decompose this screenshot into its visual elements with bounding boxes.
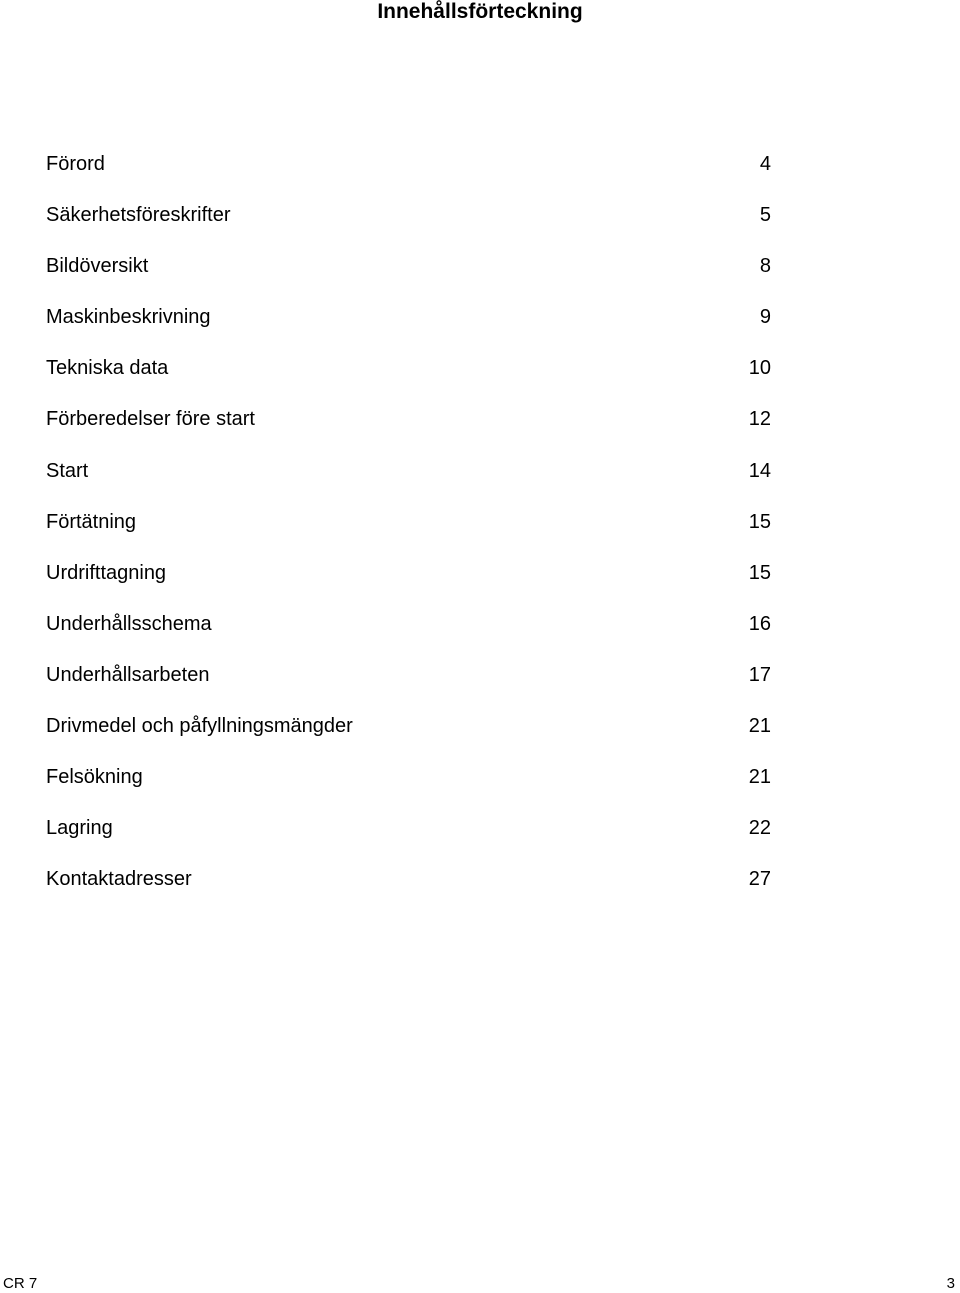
toc-entry-page: 9 [759, 306, 771, 329]
toc-entry-label: Felsökning [46, 766, 143, 789]
toc-entry-page: 15 [748, 561, 771, 584]
toc-entry-page: 5 [759, 204, 771, 227]
toc-entry-label: Drivmedel och påfyllningsmängder [46, 715, 353, 738]
toc-entry [46, 304, 771, 355]
toc-entry-label: Start [46, 459, 89, 482]
toc-entry-page: 21 [748, 715, 771, 738]
toc-entry [46, 662, 771, 713]
toc-entry-page: 21 [748, 766, 771, 789]
footer-page-number: 3 [946, 1275, 955, 1292]
toc-entry [46, 253, 771, 304]
toc-entry-page: 8 [759, 255, 771, 278]
toc-entry [46, 458, 771, 509]
toc-entry-page: 16 [748, 612, 771, 635]
toc-entry-label: Tekniska data [46, 357, 169, 380]
toc-entry-page: 27 [748, 868, 771, 891]
toc-entry-page: 17 [748, 663, 771, 686]
toc-entry [46, 866, 771, 917]
toc-entry-label: Säkerhetsföreskrifter [46, 204, 231, 227]
toc-entry [46, 151, 771, 202]
page-title: Innehållsförteckning [377, 0, 583, 23]
toc-entry-page: 12 [748, 408, 771, 431]
toc-entry-label: Förord [46, 153, 105, 175]
toc-entry [46, 406, 771, 457]
toc-entry [46, 355, 771, 406]
toc-entry-label: Maskinbeskrivning [46, 306, 211, 329]
toc-entry-page: 4 [759, 153, 771, 175]
toc-entry-page: 10 [748, 357, 771, 380]
toc-entry [46, 764, 771, 815]
table-of-contents [46, 151, 771, 917]
toc-entry-page: 14 [748, 459, 771, 482]
toc-entry-label: Lagring [46, 817, 113, 840]
toc-entry-label: Förberedelser före start [46, 408, 255, 431]
toc-entry [46, 202, 771, 253]
toc-entry [46, 509, 771, 560]
toc-entry-label: Förtätning [46, 510, 137, 533]
toc-entry-label: Kontaktadresser [46, 868, 192, 891]
toc-entry-page: 15 [748, 510, 771, 533]
toc-entry [46, 611, 771, 662]
toc-entry-label: Underhållsarbeten [46, 663, 210, 686]
toc-entry-page: 22 [748, 817, 771, 840]
toc-entry [46, 713, 771, 764]
toc-entry-label: Underhållsschema [46, 612, 212, 635]
footer-model: CR 7 [3, 1275, 38, 1292]
toc-entry-label: Bildöversikt [46, 255, 149, 278]
toc-entry [46, 560, 771, 611]
toc-entry-label: Urdrifttagning [46, 561, 167, 584]
toc-entry [46, 815, 771, 866]
